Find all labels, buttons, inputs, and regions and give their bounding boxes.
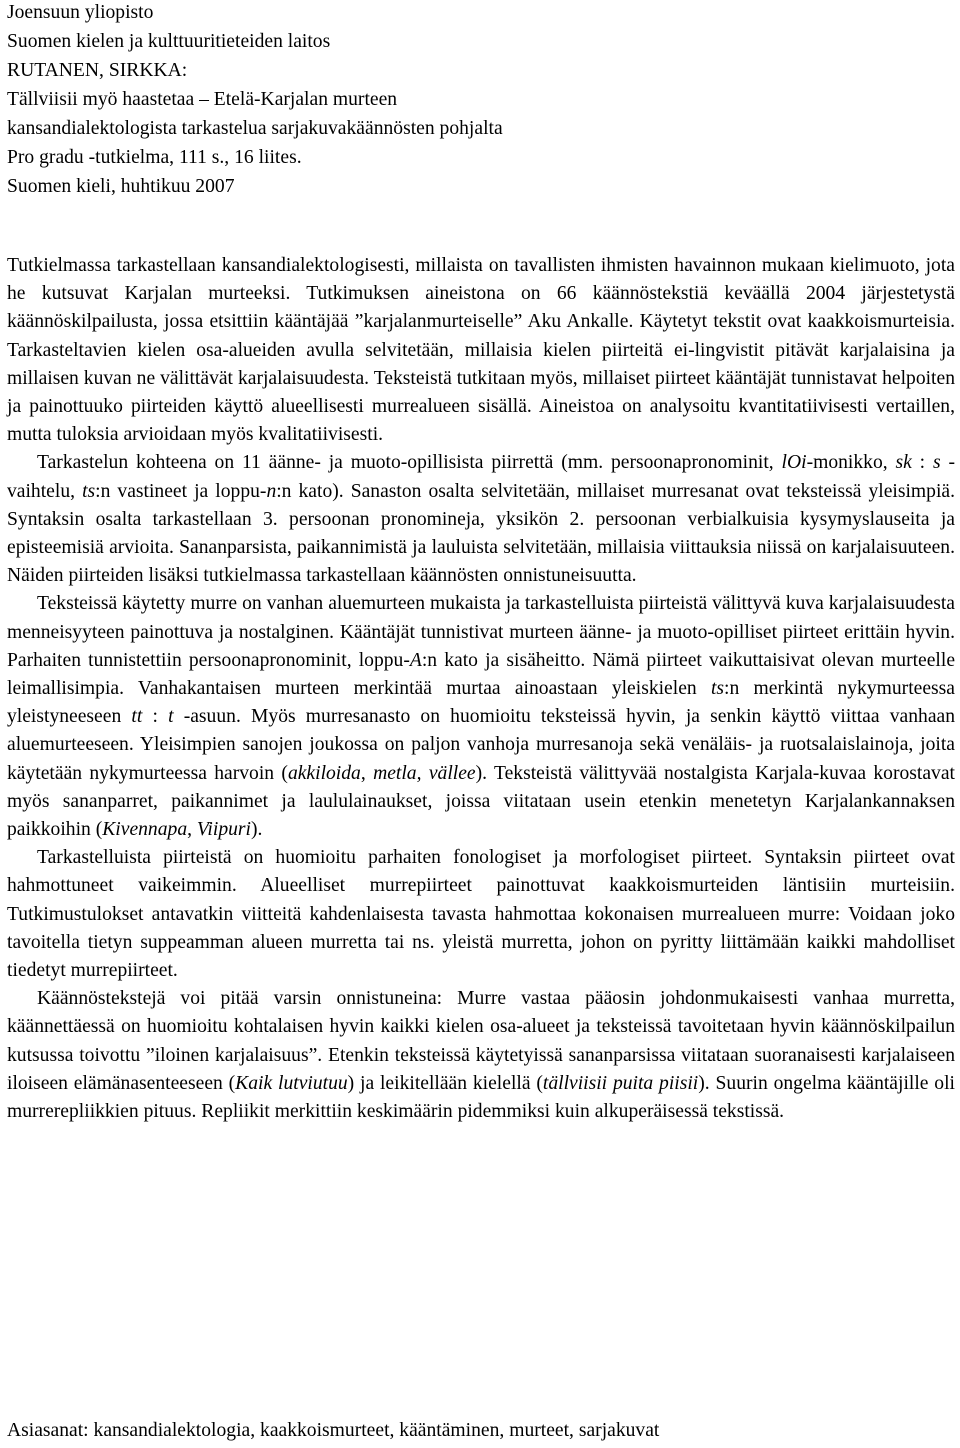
abstract-paragraph-5: Käännöstekstejä voi pitää varsin onnistuneina: Murre vastaa pääosin johdonmukaisesti vanhaa murretta, käännettäessä on huomioitu kohtalaisen hyvin kaikki kielen osa-alueet ja teksteissä tavoitetaan hyvin käännöskilpailun kutsussa toivottu ”iloinen karjalaisuus”. Etenkin teksteissä käytetyissä sananparsissa viitataan suoranaisesti karjalaiseen iloiseen elämänasenteeseen (Kaik lutviutuu) ja leikitellään kielellä (tällviisii puita piisii). Suurin ongelma kääntäjille oli murrerepliikkien pituus. Repliikit merkittiin keskimäärin pidemmiksi kuin alkuperäisessä tekstissä.	[7, 988, 955, 1123]
author-name: RUTANEN, SIRKKA:	[7, 60, 188, 81]
abstract-paragraph-2: Tarkastelun kohteena on 11 äänne- ja muoto-opillisista piirrettä (mm. persoonapronominit, lOi-monikko, sk : s -vaihtelu, ts:n vastineet ja loppu-n:n kato). Sanaston osalta selvitetään, millaiset murresanat ovat teksteissä yleisimpiä. Syntaksin osalta tarkastellaan 3. persoonan pronomineja, yksikön 2. persoonan verbialkuisia kysymyslauseita ja episteemisiä arvioita. Sananparsista, paikannimistä ja lauluista selvitetään, millaisia viittauksia niissä on karjalaisuuteen. Näiden piirteiden lisäksi tutkielmassa tarkastellaan käännösten onnistuneisuutta.	[7, 452, 955, 587]
thesis-title-line-2: kansandialektologista tarkastelua sarjakuvakäännösten pohjalta	[7, 118, 503, 139]
subject-date: Suomen kieli, huhtikuu 2007	[7, 176, 235, 197]
thesis-info: Pro gradu -tutkielma, 111 s., 16 liites.	[7, 147, 302, 168]
abstract-paragraph-3: Teksteissä käytetty murre on vanhan aluemurteen mukaista ja tarkastelluista piirteistä välittyvä kuva karjalaisuudesta menneisyyteen painottuva ja nostalginen. Kääntäjät tunnistivat murteen äänne- ja muoto-opilliset piirteet erittäin hyvin. Parhaiten tunnistettiin persoonapronominit, loppu-A:n kato ja sisäheitto. Nämä piirteet vaikuttaisivat olevan murteelle leimallisimpia. Vanhakantaisen murteen merkintää murtaa ainoastaan yleiskielen ts:n merkintä nykymurteessa yleistyneeseen tt : t -asuun. Myös murresanasto on huomioitu teksteissä hyvin, ja senkin käyttö viittaa vanhaan aluemurteeseen. Yleisimpien sanojen joukossa on paljon vanhoja murresanoja sekä venäläis- ja ruotsalaislainoja, joita käytetään nykymurteessa harvoin (akkiloida, metla, vällee). Teksteistä välittyvää nostalgista Karjala-kuvaa korostavat myös sananparret, paikannimet ja laululainaukset, joissa viitataan usein etenkin menetetyn Karjalankannaksen paikkoihin (Kivennapa, Viipuri).	[7, 593, 956, 841]
department-name: Suomen kielen ja kulttuuritieteiden laitos	[7, 31, 331, 52]
abstract-paragraph-4: Tarkastelluista piirteistä on huomioitu parhaiten fonologiset ja morfologiset piirteet. Syntaksin piirteet ovat hahmottuneet vaikeimmin. Alueelliset murrepiirteet painottuvat kaakkoismurteiden läntisiin murteisiin. Tutkimustulokset antavatkin viitteitä kahdenlaisesta tavasta hahmottaa kokonaisen murrealueen murre: Voidaan joko tavoitella tietyn suppeamman alueen murretta tai ns. yleistä murretta, johon on pyritty liittämään kaikki mahdolliset tiedetyt murrepiirteet.	[7, 847, 955, 982]
thesis-title-line-1: Tällviisii myö haastetaa – Etelä-Karjalan murteen	[7, 89, 398, 110]
abstract-paragraph-1: Tutkielmassa tarkastellaan kansandialektologisesti, millaista on tavallisten ihmisten havainnon mukaan kielimuoto, jota he kutsuvat Karjalan murteeksi. Tutkimuksen aineistona on 66 käännöstekstiä keväällä 2004 järjestetystä käännöskilpailusta, jossa etsittiin kääntäjää ”karjalanmurteiselle” Aku Ankalle. Käytetyt tekstit ovat kaakkoismurteisia. Tarkasteltavien kielen osa-alueiden avulla selvitetään, millaisia kielen piirteitä ei-lingvistit pitävät karjalaisina ja millaisen kuvan ne välittävät karjalaisuudesta. Teksteistä tutkitaan myös, millaiset piirteet kääntäjät tunnistavat helpoiten ja painottuuko piirteiden käyttö alueellisesti murrealueen sisällä. Aineistoa on analysoitu kvantitatiivisesti vertaillen, mutta tuloksia arvioidaan myös kvalitatiivisesti.	[7, 255, 955, 446]
keywords-line: Asiasanat: kansandialektologia, kaakkoismurteet, kääntäminen, murteet, sarjakuvat	[7, 1420, 660, 1441]
document-header	[7, 0, 955, 201]
abstract-body	[7, 252, 955, 1126]
document-page	[7, 0, 956, 1441]
university-name: Joensuun yliopisto	[7, 2, 154, 23]
